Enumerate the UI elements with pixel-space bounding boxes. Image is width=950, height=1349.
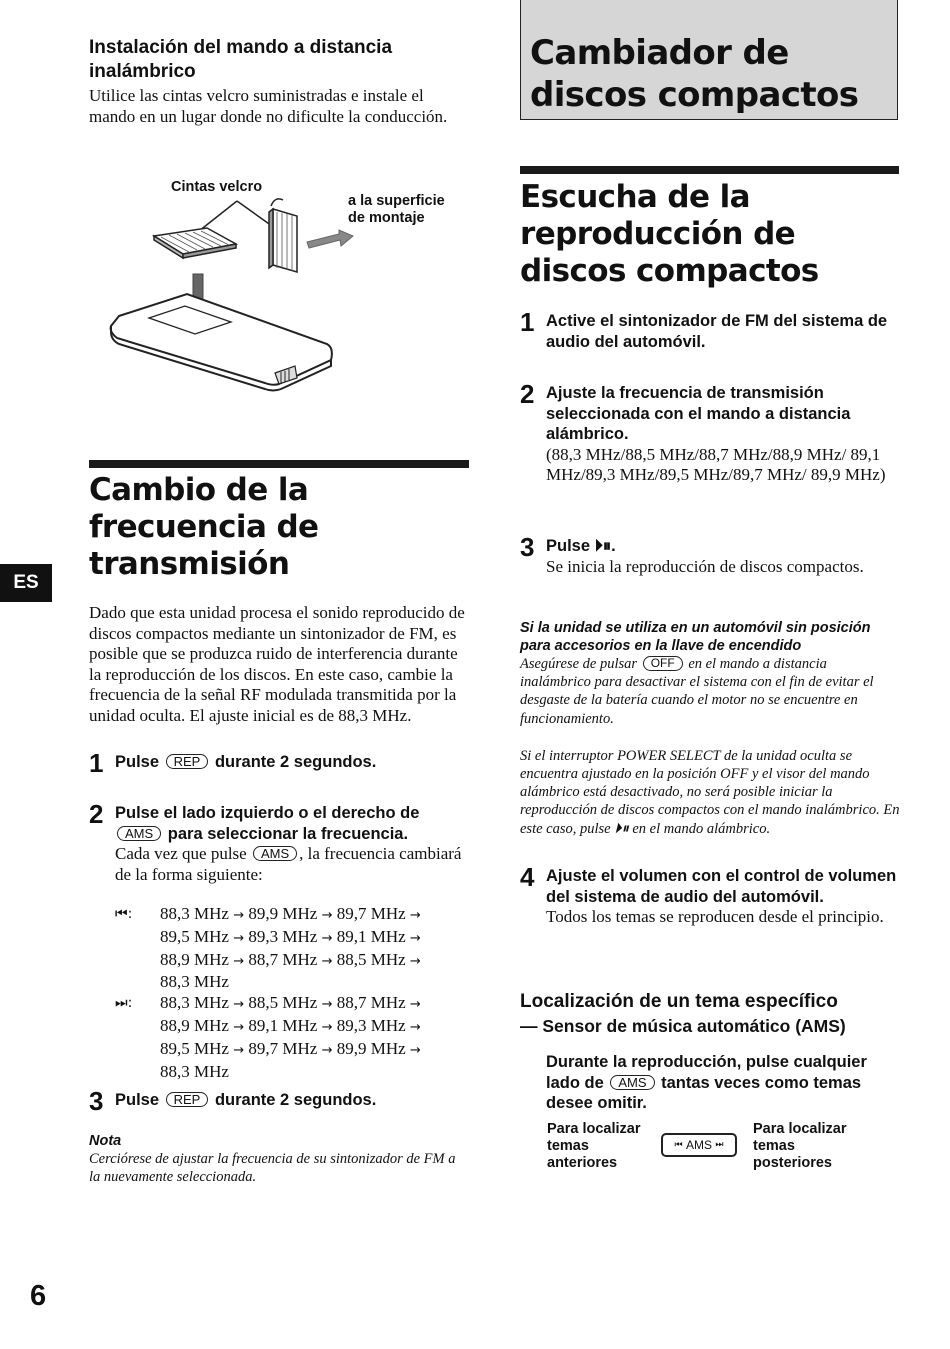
freq-section	[89, 472, 469, 726]
seq-next-lines: 88,3 MHz → 88,5 MHz → 88,7 MHz → 88,9 MHz → 89,1 MHz → 89,3 MHz → 89,5 MHz → 89,7 MHz → 89,9 MHz → 88,3 MHz	[160, 993, 421, 1081]
remote-velcro-illustration	[89, 176, 469, 396]
step-text: Active el sintonizador de FM del sistema de audio del automóvil.	[546, 312, 888, 351]
label-previous-tracks: Para localizar temas anteriores	[547, 1121, 641, 1171]
step-text: durante 2 segundos.	[214, 753, 377, 771]
power-select-note: Si el interruptor POWER SELECT de la unidad oculta se encuentra ajustado en la posición OFF y el visor del mando alámbrico está desactivado, no será posible iniciar la reproducción de discos compactos con el mando inalámbrico. En este caso, pulse ⏵⏸ en el mando alámbrico.	[520, 747, 900, 837]
listen-step-3	[520, 532, 900, 577]
page-number: 6	[30, 1280, 47, 1312]
install-section	[89, 36, 469, 127]
listen-step-2	[520, 379, 900, 486]
seq-prev-lines: 88,3 MHz → 89,9 MHz → 89,7 MHz → 89,5 MHz → 89,3 MHz → 89,1 MHz → 88,9 MHz → 88,7 MHz → 88,5 MHz → 88,3 MHz	[160, 904, 421, 992]
ams-subheading: — Sensor de música automático (AMS)	[520, 1016, 846, 1036]
install-heading: Instalación del mando a distancia inalámbrico	[89, 37, 393, 82]
step-text: Pulse	[115, 753, 160, 771]
next-track-icon: ⏭:	[115, 995, 133, 1012]
install-figure	[89, 176, 469, 396]
figure-label-surface-1: a la superficie	[348, 193, 445, 209]
freq-step-3	[89, 1086, 469, 1116]
step-text: Pulse ⏵⏸.	[546, 537, 616, 555]
language-tab: ES	[0, 564, 52, 602]
freq-intro: Dado que esta unidad procesa el sonido reproducido de discos compactos mediante un sintonizador de FM, es posible que se produzca ruido de interferencia durante la reproducción de los discos. En este caso, cambie la frecuencia de la señal RF modulada transmitida por la unidad oculta. El ajuste inicial es de 88,3 MHz.	[89, 603, 465, 725]
ams-key-icon: AMS	[253, 846, 297, 861]
ams-key-icon: AMS	[610, 1075, 654, 1090]
note-title: Nota	[89, 1133, 122, 1149]
ams-section	[520, 990, 900, 1038]
step-text: Ajuste el volumen con el control de volumen del sistema de audio del automóvil.	[546, 867, 897, 906]
cd-changer-heading: Cambiador de discos compactos	[530, 33, 859, 115]
step-text: durante 2 segundos.	[214, 1091, 377, 1109]
ams-instruction: Durante la reproducción, pulse cualquier lado de AMS tantas veces como temas desee omitir.	[546, 1053, 867, 1112]
step-text: Todos los temas se reproducen desde el principio.	[546, 907, 884, 926]
step-text: Ajuste la frecuencia de transmisión seleccionada con el mando a distancia alámbrico.	[546, 384, 851, 443]
frequency-sequence	[115, 904, 475, 1082]
rep-key-icon: REP	[166, 1092, 209, 1107]
step-text: Se inicia la reproducción de discos compactos.	[546, 556, 864, 576]
step-text: Cada vez que pulse	[115, 844, 247, 863]
step-number: 3	[89, 1086, 104, 1116]
figure-label-surface-2: de montaje	[348, 210, 425, 226]
figure-label-tapes: Cintas velcro	[171, 179, 263, 195]
install-text: Utilice las cintas velcro suministradas e instale el mando en un lugar donde no dificulte la conducción.	[89, 86, 448, 126]
frequency-list: (88,3 MHz/88,5 MHz/88,7 MHz/88,9 MHz/ 89,1 MHz/89,3 MHz/89,5 MHz/89,7 MHz/ 89,9 MHz)	[546, 444, 886, 484]
step-number: 3	[520, 532, 535, 562]
freq-heading: Cambio de la frecuencia de transmisión	[89, 472, 319, 582]
seq-prev	[115, 904, 475, 993]
freq-step-1	[89, 748, 469, 778]
step-number: 2	[520, 379, 535, 409]
listen-heading: Escucha de la reproducción de discos compactos	[520, 179, 819, 289]
section-rule	[89, 460, 469, 468]
off-key-icon: OFF	[643, 656, 683, 671]
listen-step-4	[520, 862, 900, 928]
ams-switch-icon: ⏮ AMS ⏭	[661, 1133, 737, 1157]
step-text: , la frecuencia cambiará de la forma siguiente:	[115, 844, 462, 884]
step-text: para seleccionar la frecuencia.	[167, 824, 409, 843]
freq-note	[89, 1132, 469, 1186]
seq-next	[115, 993, 475, 1082]
step-text: Pulse el lado izquierdo o el derecho de	[115, 804, 420, 822]
step-text: Pulse	[115, 1091, 160, 1109]
label-next-tracks: Para localizar temas posteriores	[753, 1121, 847, 1171]
step-number: 4	[520, 862, 535, 892]
step-number: 2	[89, 799, 104, 829]
rep-key-icon: REP	[166, 754, 209, 769]
listen-step-1	[520, 307, 900, 352]
step-number: 1	[520, 307, 535, 337]
note-text: Asegúrese de pulsar OFF en el mando a distancia inalámbrico para desactivar el sistema con el fin de evitar el desgaste de la batería cuando el motor no se encuentre en funcionamiento.	[520, 656, 874, 727]
ams-heading: Localización de un tema específico	[520, 991, 838, 1012]
step-number: 1	[89, 748, 104, 778]
prev-track-icon: ⏮:	[115, 906, 133, 922]
section-rule	[520, 166, 899, 174]
note-text: Cerciórese de ajustar la frecuencia de su sintonizador de FM a la nuevamente seleccionada.	[89, 1151, 456, 1186]
boxed-title	[520, 0, 898, 120]
freq-step-2	[89, 799, 469, 885]
ams-key-icon: AMS	[117, 826, 161, 841]
note-title: Si la unidad se utiliza en un automóvil sin posición para accesorios en la llave de encendido	[520, 620, 871, 654]
accessory-note	[520, 619, 900, 838]
